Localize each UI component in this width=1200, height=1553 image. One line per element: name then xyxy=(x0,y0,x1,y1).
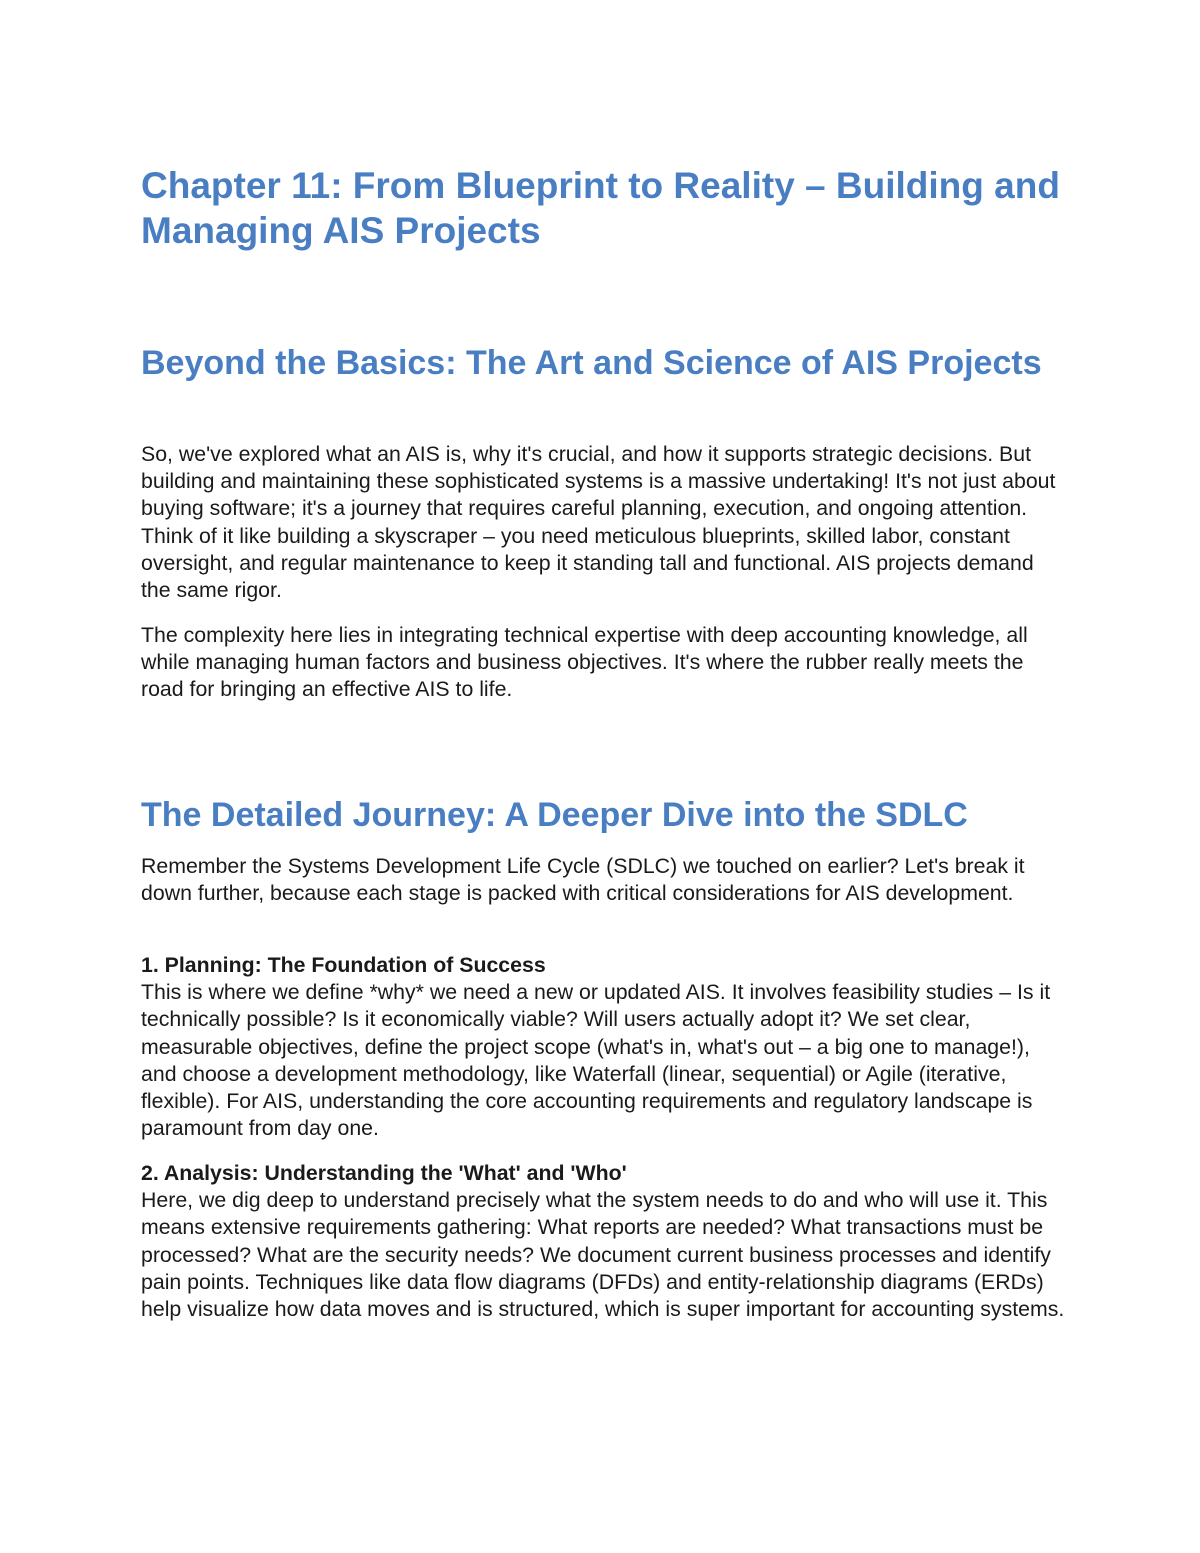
paragraph-complexity: The complexity here lies in integrating technical expertise with deep accounting knowledge, all while managing human factors and business objectives. It's where the rubber really meets the road for bringing an effective AIS to life. xyxy=(141,623,1028,702)
section-heading-sdlc: The Detailed Journey: A Deeper Dive into the SDLC xyxy=(141,796,968,834)
step-body-planning: This is where we define *why* we need a new or updated AIS. It involves feasibility studies – Is it technically possible? Is it economically viable? Will users actually adopt it? We set clear, measurable objectives, define the project scope (what's in, what's out – a big one to manage!), and choose a development methodology, like Waterfall (linear, sequential) or Agile (iterative, flexible). For AIS, understanding the core accounting requirements and regulatory landscape is paramount from day one. xyxy=(141,980,1051,1141)
chapter-title: Chapter 11: From Blueprint to Reality – Building and Managing AIS Projects xyxy=(141,165,1060,251)
paragraph-ais-undertaking: So, we've explored what an AIS is, why it's crucial, and how it supports strategic decisions. But building and maintaining these sophisticated systems is a massive undertaking! It's not just about buying software; it's a journey that requires careful planning, execution, and ongoing attention. Think of it like building a skyscraper – you need meticulous blueprints, skilled labor, constant oversight, and regular maintenance to keep it standing tall and functional. AIS projects demand the same rigor. xyxy=(141,442,1056,603)
step-title-planning: 1. Planning: The Foundation of Success xyxy=(141,953,546,977)
sdlc-step-analysis xyxy=(141,1160,1066,1323)
paragraph-sdlc-intro: Remember the Systems Development Life Cycle (SDLC) we touched on earlier? Let's break it down further, because each stage is packed with critical considerations for AIS development. xyxy=(141,854,1025,906)
section-heading-beyond-basics: Beyond the Basics: The Art and Science of AIS Projects xyxy=(141,344,1042,382)
step-title-analysis: 2. Analysis: Understanding the 'What' and 'Who' xyxy=(141,1161,627,1185)
step-body-analysis: Here, we dig deep to understand precisely what the system needs to do and who will use it. This means extensive requirements gathering: What reports are needed? What transactions must be processed? What are the security needs? We document current business processes and identify pain points. Techniques like data flow diagrams (DFDs) and entity-relationship diagrams (ERDs) help visualize how data moves and is structured, which is super important for accounting systems. xyxy=(141,1188,1065,1322)
sdlc-step-planning xyxy=(141,952,1066,1142)
